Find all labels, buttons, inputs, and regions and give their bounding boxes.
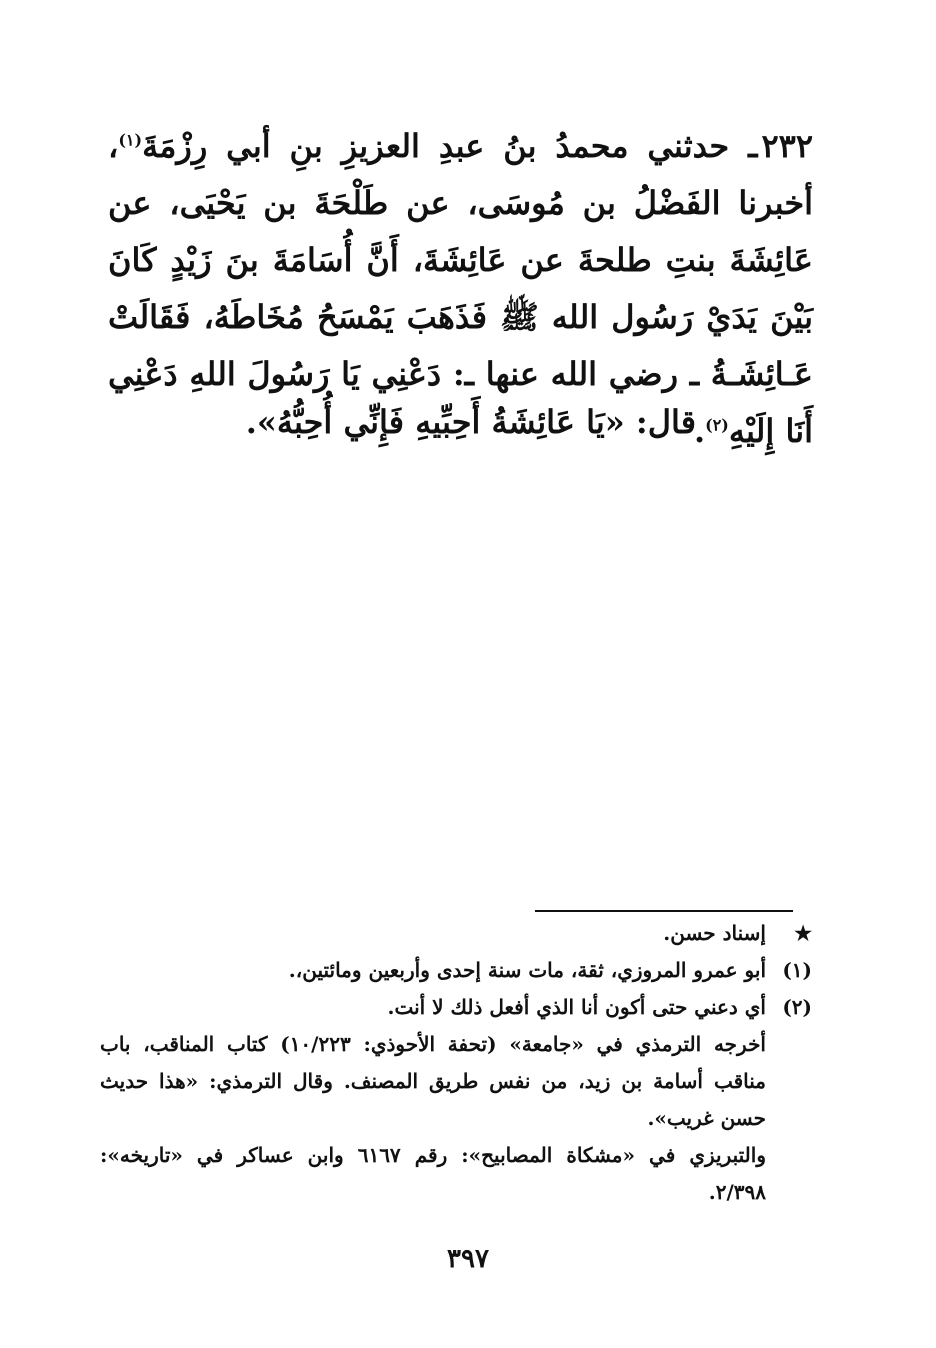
page-number: ٣٩٧ <box>447 1244 489 1274</box>
hadith-chain-start: ـ حدثني محمدُ بنُ عبدِ العزيزِ بنِ أبي رِزْمَةَ <box>142 127 758 165</box>
footnote-2-tabrizi: والتبريزي في «مشكاة المصابيح»: رقم ٦١٦٧ وابن عساكر في «تاريخه»: ٢/٣٩٨. <box>100 1143 766 1204</box>
footnote-star-text: إسناد حسن. <box>663 921 766 945</box>
footnote-1-marker: (١) <box>782 958 812 982</box>
footnote-2-tirmidhi: أخرجه الترمذي في «جامعة» (تحفة الأحوذي: ١٠/٢٢٣) كتاب المناقب، باب مناقب أسامة بن زيد، من نفس طريق المصنف. وقال الترمذي: «هذا حديث حسن غريب». <box>100 1032 766 1130</box>
hadith-number: ٢٣٢ <box>761 127 813 165</box>
star-icon: ★ <box>794 921 812 945</box>
hadith-end: . <box>693 412 706 450</box>
footnote-ref-2: (٢) <box>705 415 729 435</box>
footnote-star <box>100 915 812 952</box>
footnote-2 <box>100 989 812 1026</box>
prophet-quote: قال: «يَا عَائِشَةُ أَحِبِّيهِ فَإِنِّي أُحِبُّهُ». <box>245 403 696 441</box>
footnote-divider <box>535 910 793 912</box>
footnote-2-text: أي دعني حتى أكون أنا الذي أفعل ذلك لا أنت. <box>387 995 766 1019</box>
footnote-2-marker: (٢) <box>782 995 812 1019</box>
footnote-1 <box>100 952 812 989</box>
footnote-1-text: أبو عمرو المروزي، ثقة، مات سنة إحدى وأربعين ومائتين،. <box>288 958 766 982</box>
footnotes <box>100 915 812 1211</box>
footnote-ref-1: (١) <box>118 130 143 150</box>
hadith-chain-body: ، أخبرنا الفَضْلُ بن مُوسَى، عن طَلْحَةَ بن يَحْيَى، عن عَائِشَةَ بنتِ طلحةَ عن عَائِشَةَ، أَنَّ أُسَامَةَ بنَ زَيْدٍ كَانَ بَيْنَ يَدَيْ رَسُول الله ﷺ فَذَهَبَ يَمْسَحُ مُخَاطَهُ، فَقَالَتْ عَـائِشَـةُ ـ رضي الله عنها ـ: دَعْنِي يَا رَسُولَ اللهِ دَعْنِي أَنَا إِلَيْهِ <box>108 127 813 450</box>
